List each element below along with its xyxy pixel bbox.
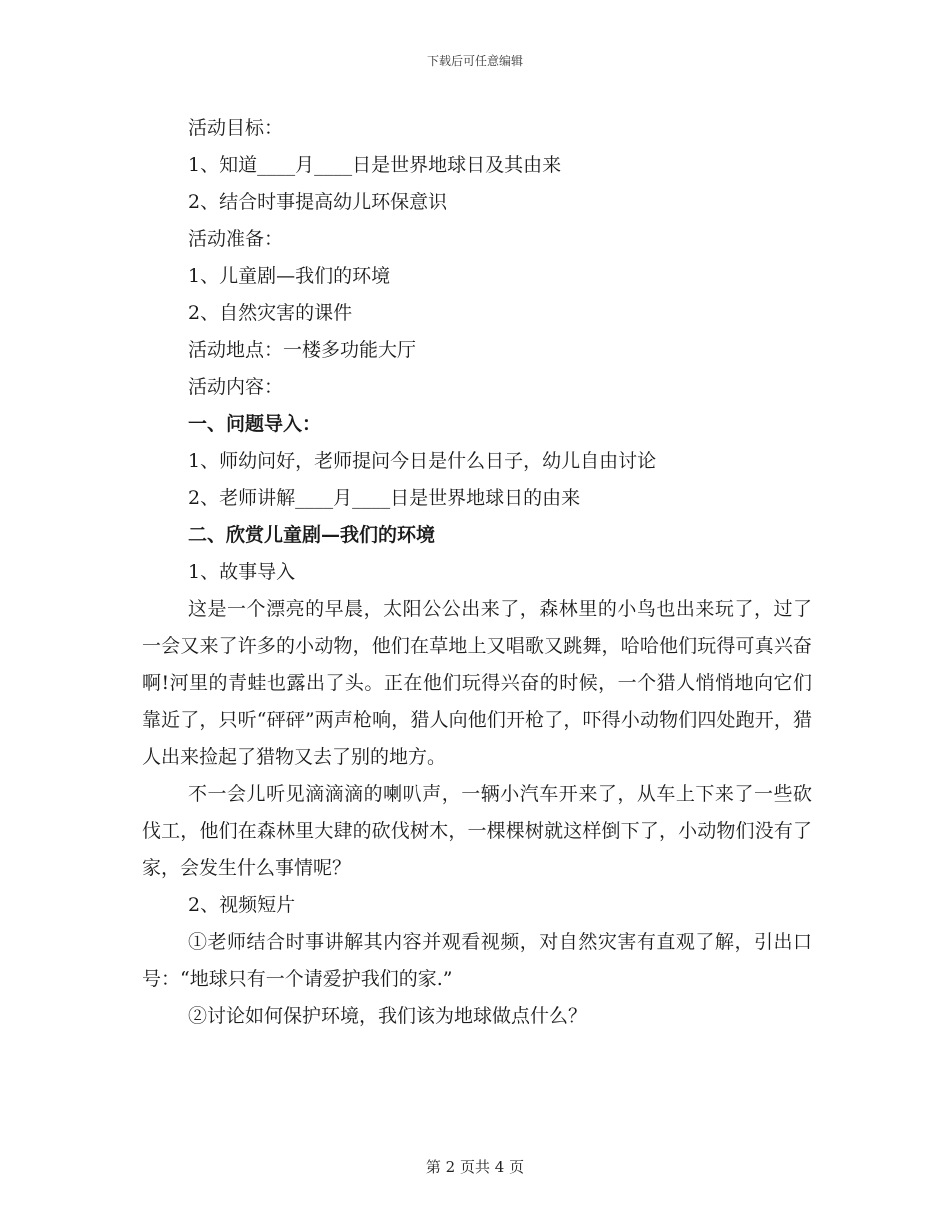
prep-item-2: 2、自然灾害的课件 (188, 302, 353, 324)
prep-heading: 活动准备： (188, 228, 284, 250)
section-1-item-1: 1、师幼问好，老师提问今日是什么日子，幼儿自由讨论 (188, 450, 657, 472)
content-heading: 活动内容： (188, 376, 284, 398)
page-header: 下载后可任意编辑 (426, 54, 523, 68)
goal-heading: 活动目标： (188, 117, 284, 139)
section-2-item-1: 1、故事导入 (188, 561, 296, 583)
section-2-title: 二、欣赏儿童剧—我们的环境 (188, 524, 436, 546)
video-point-2: ②讨论如何保护环境，我们该为地球做点什么？ (188, 1005, 588, 1027)
video-point-1: ①老师结合时事讲解其内容并观看视频，对自然灾害有直观了解，引出口号：“地球只有一个请爱护我们的家.” (142, 931, 812, 990)
document-body (142, 110, 812, 1035)
location-line: 活动地点：一楼多功能大厅 (188, 339, 417, 361)
goal-item-1: 1、知道____月____日是世界地球日及其由来 (188, 154, 562, 176)
story-paragraph-2: 不一会儿听见滴滴滴的喇叭声，一辆小汽车开来了，从车上下来了一些砍伐工，他们在森林里大肆的砍伐树木，一棵棵树就这样倒下了，小动物们没有了家，会发生什么事情呢？ (142, 783, 812, 879)
section-1-item-2: 2、老师讲解____月____日是世界地球日的由来 (188, 487, 581, 509)
story-paragraph-1: 这是一个漂亮的早晨，太阳公公出来了，森林里的小鸟也出来玩了，过了一会又来了许多的小动物，他们在草地上又唱歌又跳舞，哈哈他们玩得可真兴奋啊!河里的青蛙也露出了头。正在他们玩得兴奋的时候，一个猎人悄悄地向它们靠近了，只听“砰砰”两声枪响，猎人向他们开枪了，吓得小动物们四处跑开，猎人出来捡起了猎物又去了别的地方。 (142, 598, 812, 768)
page-footer: 第 2 页共 4 页 (425, 1158, 525, 1176)
section-1-title: 一、问题导入： (188, 413, 322, 435)
prep-item-1: 1、儿童剧—我们的环境 (188, 265, 391, 287)
section-2-item-2: 2、视频短片 (188, 894, 296, 916)
goal-item-2: 2、结合时事提高幼儿环保意识 (188, 191, 448, 213)
